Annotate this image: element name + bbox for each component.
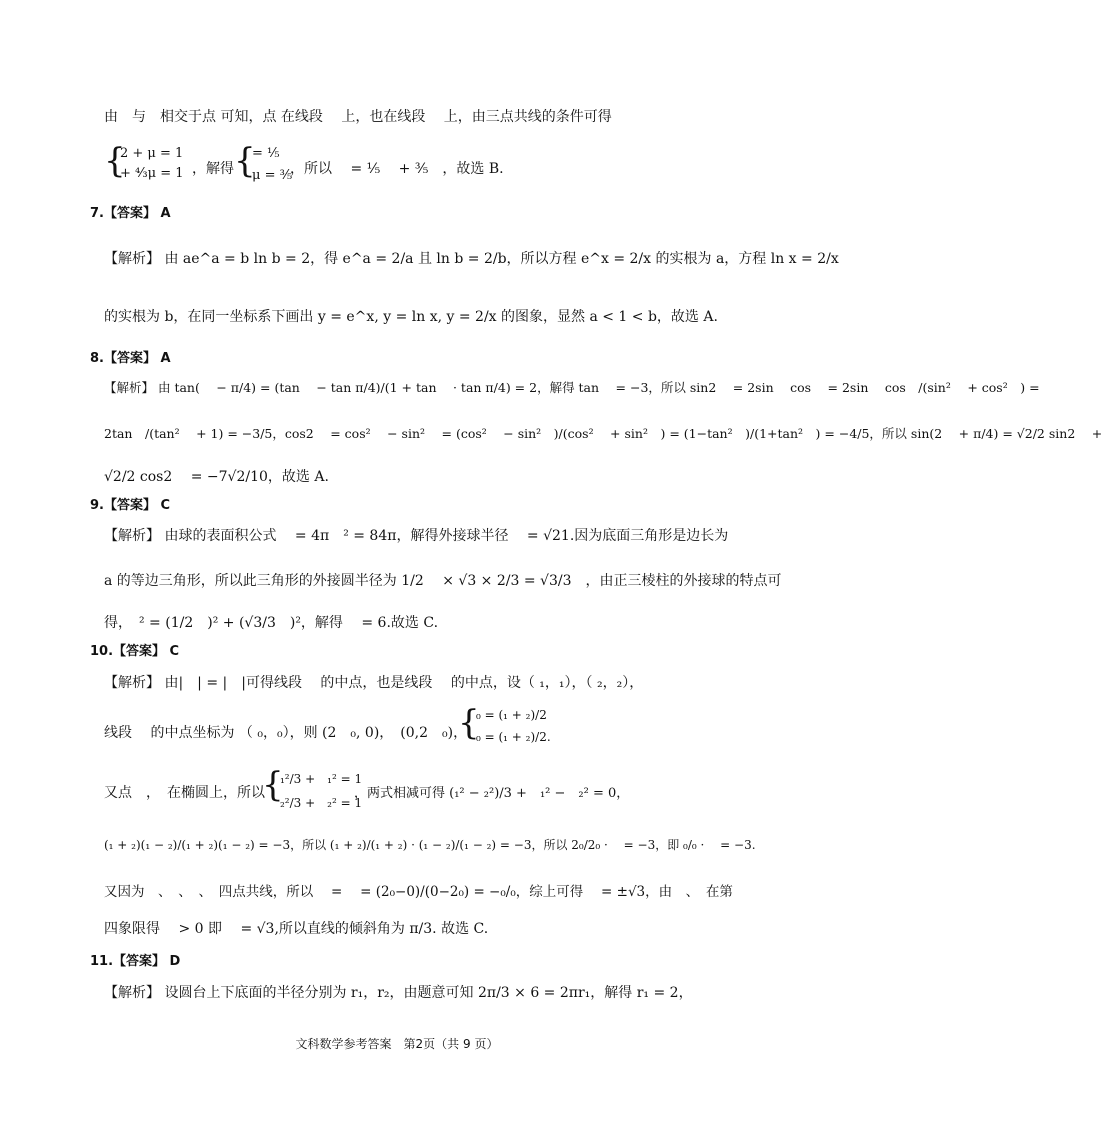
left-brace: {	[104, 141, 126, 181]
solution-line: 得， ² = (1/2 )² + (√3/3 )²，解得 = 6.故选 C.	[104, 615, 439, 631]
question-answer-7: 7.【答案】 A	[90, 206, 171, 221]
equation-line: ₁²/3 + ₁² = 1	[280, 772, 363, 786]
solution-line: 四象限得 > 0 即 = √3,所以直线的倾斜角为 π/3. 故选 C.	[104, 921, 489, 937]
solution-line: (₁ + ₂)(₁ − ₂)/(₁ + ₂)(₁ − ₂) = −3，所以 (₁ + ₂)/(₁ + ₂) · (₁ − ₂)/(₁ − ₂) = −3，所以 2₀/2₀ · = −3，即 ₀/₀ · = −3.	[104, 838, 756, 852]
solution-line: 的实根为 b，在同一坐标系下画出 y = e^x, y = ln x, y = 2/x 的图象，显然 a < 1 < b，故选 A.	[104, 309, 718, 325]
solution-line: a 的等边三角形，所以此三角形的外接圆半径为 1/2 × √3 × 2/3 = √3/3 ，由正三棱柱的外接球的特点可	[104, 573, 782, 589]
page-footer: 文科数学参考答案 第2页（共 9 页）	[295, 1037, 499, 1051]
question-answer-10: 10.【答案】 C	[90, 644, 180, 659]
equation-line: 2 + μ = 1	[120, 146, 184, 161]
solution-text: ，解得	[192, 161, 234, 177]
solution-line: 又因为 、 、 、 四点共线，所以 = = (2₀−0)/(0−2₀) = −₀/₀，综上可得 = ±√3，由 、 在第	[104, 884, 733, 900]
equation-line: + ⁴⁄₃μ = 1	[120, 166, 184, 181]
equation-line: = ¹⁄₅	[252, 146, 280, 161]
solution-text: ，所以 = ¹⁄₅ + ³⁄₅ ，故选 B.	[290, 161, 504, 177]
left-brace: {	[262, 765, 284, 805]
solution-line: 由 与 相交于点 可知，点 在线段 上，也在线段 上，由三点共线的条件可得	[104, 109, 612, 125]
left-brace: {	[458, 703, 480, 743]
solution-line: 【解析】 设圆台上下底面的半径分别为 r₁，r₂，由题意可知 2π/3 × 6 = 2πr₁，解得 r₁ = 2，	[104, 985, 693, 1001]
solution-text: ，两式相减可得 (₁² − ₂²)/3 + ₁² − ₂² = 0，	[354, 786, 630, 801]
left-brace: {	[234, 141, 256, 181]
solution-line: 又点 ， 在椭圆上，所以	[104, 785, 265, 801]
solution-line: 【解析】 由球的表面积公式 = 4π ² = 84π，解得外接球半径 = √21.因为底面三角形是边长为	[104, 528, 729, 544]
solution-line: 2tan /(tan² + 1) = −3/5，cos2 = cos² − sin² = (cos² − sin² )/(cos² + sin² ) = (1−tan² )/(1+tan² ) = −4/5，所以 sin(2 + π/4) = √2/2 sin2 +	[104, 426, 1102, 441]
solution-line: 【解析】 由| | = | |可得线段 的中点，也是线段 的中点，设（ ₁，₁），（ ₂，₂），	[104, 675, 644, 691]
solution-line: √2/2 cos2 = −7√2/10，故选 A.	[104, 469, 329, 485]
question-answer-9: 9.【答案】 C	[90, 498, 171, 513]
solution-line: 【解析】 由 tan( − π/4) = (tan − tan π/4)/(1 + tan · tan π/4) = 2，解得 tan = −3，所以 sin2 = 2sin cos = 2sin cos /(sin² + cos² ) =	[104, 380, 1040, 395]
solution-line: 线段 的中点坐标为 （ ₀，₀），则 (2 ₀, 0)， (0,2 ₀)，	[104, 725, 468, 741]
equation-line: ₀ = (₁ + ₂)/2	[476, 708, 547, 722]
equation-line: μ = ³⁄₅	[252, 168, 293, 183]
equation-line: ₀ = (₁ + ₂)/2.	[476, 730, 551, 744]
equation-line: ₂²/3 + ₂² = 1	[280, 796, 363, 810]
solution-line: 【解析】 由 ae^a = b ln b = 2，得 e^a = 2/a 且 ln b = 2/b，所以方程 e^x = 2/x 的实根为 a，方程 ln x = 2/x	[104, 251, 839, 267]
question-answer-11: 11.【答案】 D	[90, 954, 181, 969]
question-answer-8: 8.【答案】 A	[90, 351, 171, 366]
